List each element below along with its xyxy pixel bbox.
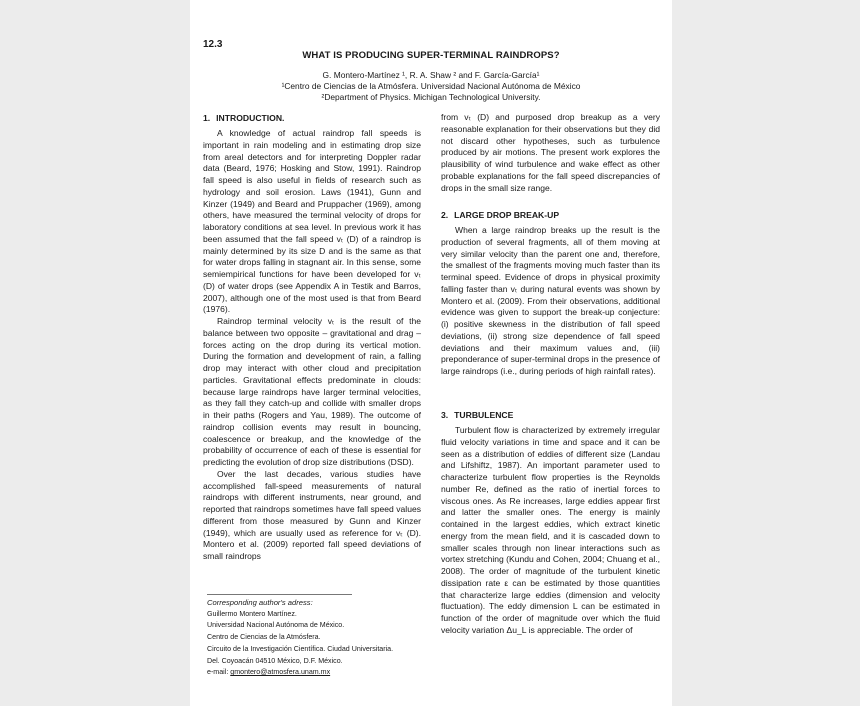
paragraph: When a large raindrop breaks up the result is the production of several fragments, all of them moving at very similar velocity than the parent one and, therefore, the smallest of the fragments moving much faster than its terminal speed. Evidence of drops in physical proximity falling faster than vₜ during natural events was shown by Montero et al. (2009). From their observations, additional evidence was given to support the break-up conjecture: (i) positive skewness in the distribution of fall speed deviations, (ii) strong size dependence of fall speed deviations and their maximum values and, (iii) preponderance of super-terminal drops in the presence of large raindrops (i.e., during periods of high rainfall rates). [441, 225, 660, 376]
paragraph: Raindrop terminal velocity vₜ is the result of the balance between two opposite – gravitational and drag – forces acting on the drop during its vertical motion. During the formation and development of rain, a falling drop may interact with other cloud and precipitation particles. Gravitational effects predominate in clouds: because large raindrops have larger terminal velocities, as they fall they catch-up and collide with smaller drops in their paths (Rogers and Yau, 1989). The outcome of raindrop collision events may result in bouncing, coalescence or breakup, and the knowledge of the probability of occurrence of each of these is essential for predicting the evolution of drop size distributions (DSD). [203, 316, 421, 467]
footnote-line: Guillermo Montero Martínez. [207, 609, 297, 618]
section-title: INTRODUCTION. [216, 113, 285, 123]
footnote-email-line [207, 667, 427, 679]
section-heading-introduction [203, 113, 284, 123]
right-column-bottom [441, 425, 660, 637]
paper-number: 12.3 [203, 39, 223, 50]
footnote-line: Universidad Nacional Autónoma de México. [207, 621, 345, 630]
email-link[interactable]: gmontero@atmosfera.unam.mx [230, 668, 331, 677]
footnote-line: Circuito de la Investigación Científica. Ciudad Universitaria. [207, 644, 394, 653]
corresponding-author-footnote [207, 597, 427, 679]
section-number: 3. [441, 410, 449, 420]
paragraph: Turbulent flow is characterized by extremely irregular fluid velocity variations in time and space and it can be seen as a distribution of eddies of different size (Landau and Lifshiftz, 1987). An important parameter used to characterize turbulent flow properties is the Reynolds number Re, defined as the ratio of inertial forces to viscous ones. As Re increases, large eddies appear first and latter the smaller ones. The energy is mainly contained in the largest eddies, which extract kinetic energy from the mean field, and it is cascaded down to smaller scales through non linear interactions such as vortex stretching (Kundu and Cohen, 2004; Chuang et al., 2008). The order of magnitude of the turbulent kinetic dissipation rate ε can be estimated by those quantities that characterize large eddies (dimension and velocity fluctuation). The eddy dimension L can be estimated in function of the order of magnitude over which the fluid velocity variation Δu_L is appreciable. The order of [441, 425, 660, 635]
section-title: TURBULENCE [454, 410, 514, 420]
right-column-middle [441, 225, 660, 378]
paper-title: WHAT IS PRODUCING SUPER-TERMINAL RAINDROPS? [302, 50, 560, 61]
section-heading-drop-breakup [441, 210, 559, 220]
footnote-label: Corresponding author's adress: [207, 598, 313, 607]
section-number: 2. [441, 210, 449, 220]
affiliation-2: ²Department of Physics. Michigan Technological University. [321, 92, 541, 102]
paragraph: Over the last decades, various studies have accomplished fall-speed measurements of natural raindrops with different instruments, near ground, and reported that raindrops sometimes have fall speed values different from those measured by Gunn and Kinzer (1949), which are usually used as reference for vₜ (D). Montero et al. (2009) reported fall speed deviations of small raindrops [203, 468, 421, 561]
left-column [203, 128, 421, 563]
affiliation-1: ¹Centro de Ciencias de la Atmósfera. Universidad Nacional Autónoma de México [281, 81, 581, 91]
footnote-line: Centro de Ciencias de la Atmósfera. [207, 633, 321, 642]
footnote-line: Del. Coyoacán 04510 México, D.F. México. [207, 656, 343, 665]
paragraph: A knowledge of actual raindrop fall speeds is important in rain modeling and in estimating drop size from areal detectors and for interpreting Doppler radar data (Beard, 1976; Hosking and Stow, 1991). Raindrop fall speed is also useful in fields of research such as hydrology and soil erosion. Laws (1941), Gunn and Kinzer (1949) and Beard and Pruppacher (1969), among others, have measured the terminal velocity of drops for laboratory conditions at sea level. In previous work it has been assumed that the fall speed vₜ (D) of a raindrop is mainly determined by its size D and is the same as that for water drops falling in stagnant air. In this sense, some semiempirical functions for have been developed for vₜ (D) of water drops (see Appendix A in Testik and Barros, 2007), although one of the most used is that from Beard (1976). [203, 128, 421, 315]
author-list: G. Montero-Martínez ¹, R. A. Shaw ² and F. García-García¹ [322, 70, 540, 80]
section-number: 1. [203, 113, 211, 123]
right-column-top [441, 112, 660, 194]
email-prefix: e-mail: [207, 668, 231, 677]
footnote-divider [207, 594, 352, 595]
section-title: LARGE DROP BREAK-UP [454, 210, 560, 220]
paragraph: from vₜ (D) and purposed drop breakup as a very reasonable explanation for their observations but they did not discard other hypotheses, such as turbulence produced by air motions. The present work explores the plausibility of wind turbulence and wake effect as other probable explanations for the fall speed discrepancies of drops in the small size range. [441, 112, 660, 193]
section-heading-turbulence [441, 410, 513, 420]
